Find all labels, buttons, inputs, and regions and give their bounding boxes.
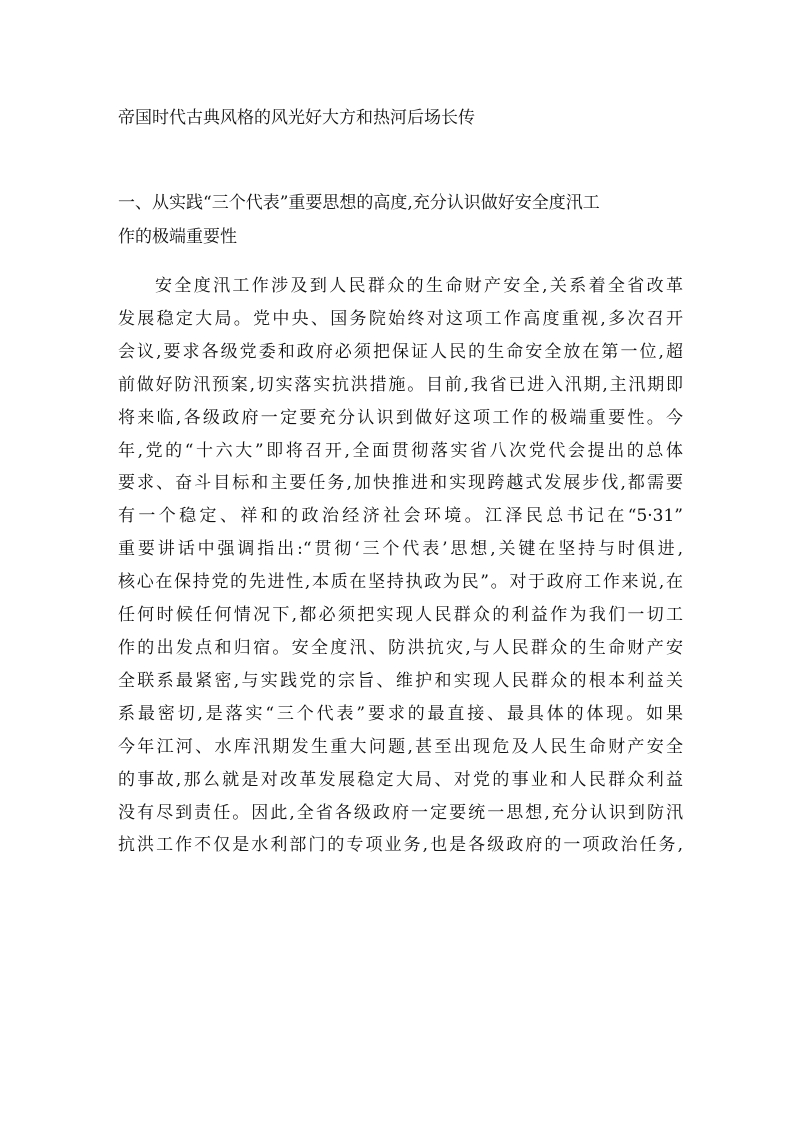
paragraph-line: 全联系最紧密,与实践党的宗旨、维护和实现人民群众的根本利益关: [118, 670, 683, 691]
body-paragraph: [118, 270, 683, 862]
paragraph-line: 年,党的“十六大”即将召开,全面贯彻落实省八次党代会提出的总体: [118, 440, 683, 461]
paragraph-line: 作的出发点和归宿。安全度汛、防洪抗灾,与人民群众的生命财产安: [118, 637, 683, 658]
paragraph-line: 发展稳定大局。党中央、国务院始终对这项工作高度重视,多次召开: [118, 308, 683, 329]
paragraph-line: 抗洪工作不仅是水利部门的专项业务,也是各级政府的一项政治任务,: [118, 835, 683, 856]
document-title: 帝国时代古典风格的风光好大方和热河后场长传: [118, 108, 475, 128]
paragraph-line: 将来临,各级政府一定要充分认识到做好这项工作的极端重要性。今: [118, 407, 683, 428]
paragraph-line: 会议,要求各级党委和政府必须把保证人民的生命安全放在第一位,超: [118, 341, 683, 362]
paragraph-line: 有一个稳定、祥和的政治经济社会环境。江泽民总书记在“5·31”: [118, 506, 683, 527]
paragraph-line: 核心在保持党的先进性,本质在坚持执政为民”。对于政府工作来说,在: [118, 572, 683, 593]
paragraph-line: 安全度汛工作涉及到人民群众的生命财产安全,关系着全省改革: [155, 276, 683, 296]
paragraph-line: 系最密切,是落实“三个代表”要求的最直接、最具体的体现。如果: [118, 703, 683, 724]
section-heading-line: 作的极端重要性: [118, 227, 237, 247]
paragraph-line: 今年江河、水库汛期发生重大问题,甚至出现危及人民生命财产安全: [118, 736, 683, 757]
paragraph-line: 的事故,那么就是对改革发展稳定大局、对党的事业和人民群众利益: [118, 769, 683, 790]
paragraph-line: 要求、奋斗目标和主要任务,加快推进和实现跨越式发展步伐,都需要: [118, 473, 683, 494]
section-heading: [118, 186, 683, 254]
paragraph-line: 没有尽到责任。因此,全省各级政府一定要统一思想,充分认识到防汛: [118, 802, 683, 823]
paragraph-line: 重要讲话中强调指出:“贯彻‘三个代表’思想,关键在坚持与时俱进,: [118, 539, 683, 560]
paragraph-line: 前做好防汛预案,切实落实抗洪措施。目前,我省已进入汛期,主汛期即: [118, 374, 683, 395]
paragraph-line: 任何时候任何情况下,都必须把实现人民群众的利益作为我们一切工: [118, 605, 683, 626]
section-heading-line: 一、从实践“三个代表”重要思想的高度,充分认识做好安全度汛工: [118, 193, 600, 213]
